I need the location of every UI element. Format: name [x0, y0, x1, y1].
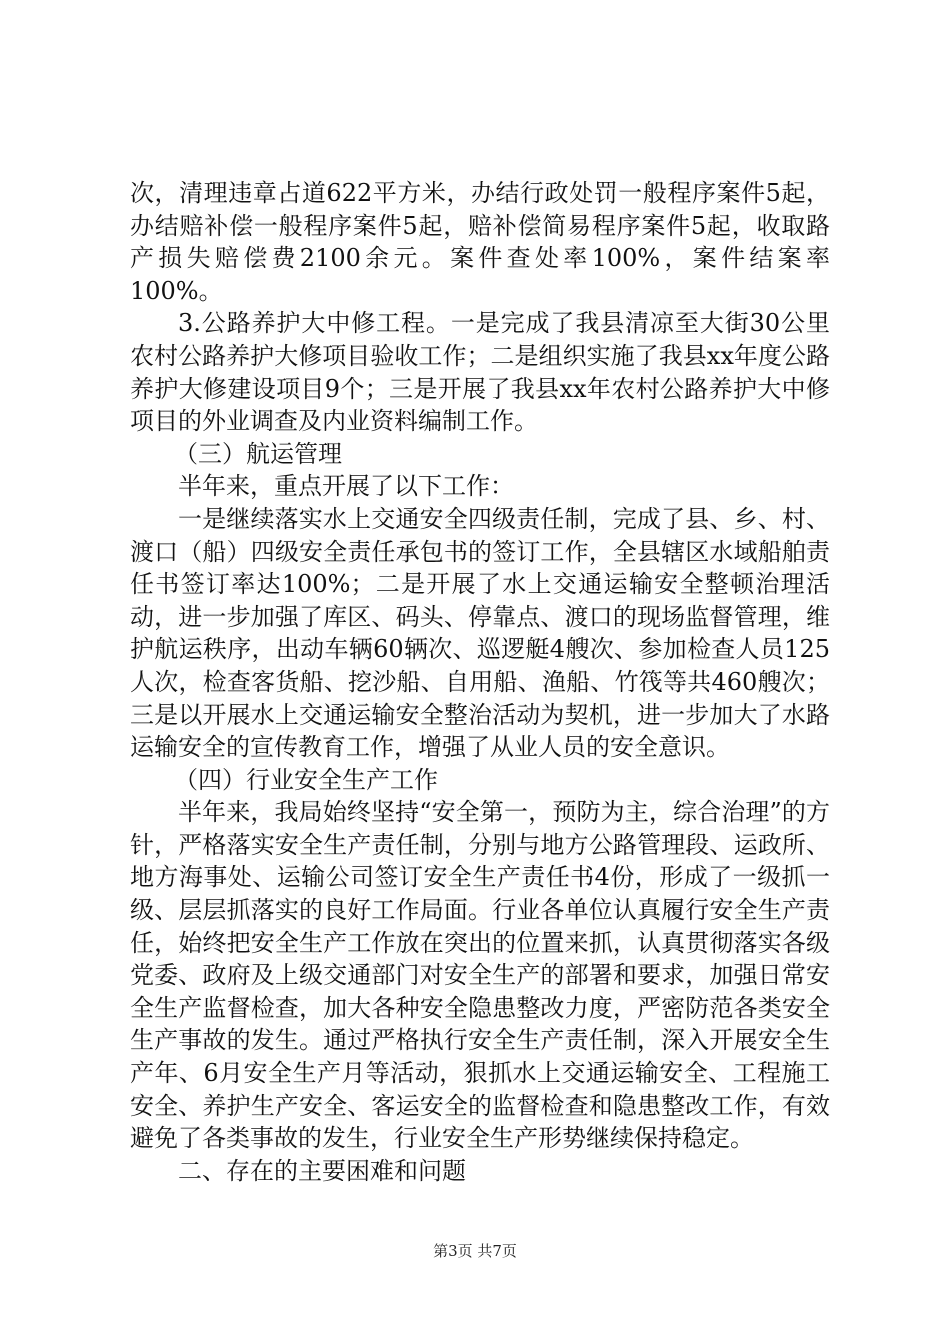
paragraph-road-maintenance: 3.公路养护大中修工程。一是完成了我县清凉至大街30公里农村公路养护大修项目验收工作；二是组织实施了我县xx年度公路养护大修建设项目9个；三是开展了我县xx年农村公路养护大中修项目的外业调查及内业资料编制工作。: [130, 309, 830, 436]
paragraph-safety-production: 半年来，我局始终坚持“安全第一，预防为主，综合治理”的方针，严格落实安全生产责任制，分别与地方公路管理段、运政所、地方海事处、运输公司签订安全生产责任书4份，形成了一级抓一级、层层抓落实的良好工作局面。行业各单位认真履行安全生产责任，始终把安全生产工作放在突出的位置来抓，认真贯彻落实各级党委、政府及上级交通部门对安全生产的部署和要求，加强日常安全生产监督检查，加大各种安全隐患整改力度，严密防范各类安全生产事故的发生。通过严格执行安全生产责任制，深入开展安全生产年、6月安全生产月等活动，狠抓水上交通运输安全、工程施工安全、养护生产安全、客运安全的监督检查和隐患整改工作，有效避免了各类事故的发生，行业安全生产形势继续保持稳定。: [130, 798, 830, 1153]
paragraph-water-safety: 一是继续落实水上交通安全四级责任制，完成了县、乡、村、渡口（船）四级安全责任承包书的签订工作，全县辖区水域船舶责任书签订率达100%；二是开展了水上交通运输安全整顿治理活动，进一步加强了库区、码头、停靠点、渡口的现场监督管理，维护航运秩序，出动车辆60辆次、巡逻艇4艘次、参加检查人员125人次，检查客货船、挖沙船、自用船、渔船、竹筏等共460艘次；三是以开展水上交通运输安全整治活动为契机，进一步加大了水路运输安全的宣传教育工作，增强了从业人员的安全意识。: [130, 504, 830, 762]
section-heading-industry-safety: （四）行业安全生产工作: [174, 765, 438, 794]
page-number: 第3页 共7页: [433, 1242, 517, 1260]
document-body: [130, 177, 830, 1187]
paragraph-case-summary: 次，清理违章占道622平方米，办结行政处罚一般程序案件5起，办结赔补偿一般程序案件5起，赔补偿简易程序案件5起，收取路产损失赔偿费2100余元。案件查处率100%，案件结案率100%。: [130, 179, 830, 305]
section-heading-problems: 二、存在的主要困难和问题: [178, 1156, 466, 1185]
section-heading-shipping: （三）航运管理: [174, 439, 342, 468]
paragraph-half-year-intro: 半年来，重点开展了以下工作：: [178, 472, 514, 501]
